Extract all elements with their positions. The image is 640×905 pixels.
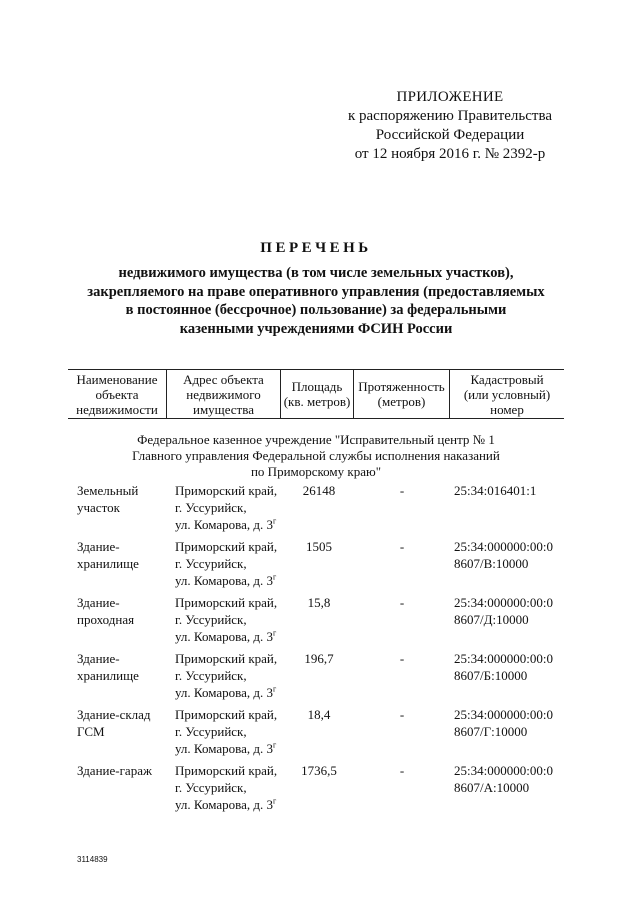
- property-length: -: [399, 595, 405, 610]
- header-cadastral: [450, 373, 564, 415]
- property-area: 15,8: [307, 595, 331, 610]
- table-row: [0, 482, 640, 538]
- property-length: -: [399, 707, 405, 722]
- header-name-line: недвижимости: [76, 401, 158, 417]
- property-name: Земельный участок: [77, 483, 139, 515]
- property-address: Приморский край, г. Уссурийск, ул. Комарова, д. $3^г$: [175, 595, 278, 644]
- property-name: Здание- хранилище: [77, 539, 139, 571]
- organization-line: Главного управления Федеральной службы исполнения наказаний: [132, 448, 500, 463]
- property-length: -: [399, 763, 405, 778]
- header-cadastral-line: Кадастровый: [470, 371, 544, 387]
- property-length: -: [399, 651, 405, 666]
- subtitle-line: в постоянное (бессрочное) пользование) за федеральными: [125, 302, 507, 318]
- table-row: [0, 706, 640, 762]
- appendix-heading: ПРИЛОЖЕНИЕ: [396, 89, 504, 105]
- property-length: -: [399, 483, 405, 498]
- property-area: 196,7: [304, 651, 334, 666]
- table-row: [0, 650, 640, 706]
- appendix-line-3: от 12 ноября 2016 г. № 2392-р: [354, 146, 546, 162]
- property-area: 26148: [302, 483, 336, 498]
- header-length: [354, 373, 449, 415]
- appendix-line-1: к распоряжению Правительства: [347, 108, 552, 124]
- property-length: -: [399, 539, 405, 554]
- appendix-line-2: Российской Федерации: [375, 127, 525, 143]
- property-address: Приморский край, г. Уссурийск, ул. Комарова, д. $3^г$: [175, 483, 278, 532]
- header-address-line: имущества: [193, 401, 254, 417]
- subtitle-line: закрепляемого на праве оперативного управления (предоставляемых: [87, 283, 545, 300]
- property-cadastral-number: 25:34:016401:1: [454, 483, 537, 498]
- table-row: [0, 762, 640, 818]
- header-address-line: Адрес объекта: [183, 371, 264, 387]
- appendix-block: [330, 88, 570, 164]
- property-address: Приморский край, г. Уссурийск, ул. Комарова, д. $3^г$: [175, 539, 278, 588]
- property-cadastral-number: 25:34:000000:00:0 8607/Б:10000: [454, 651, 553, 683]
- property-area: 1505: [306, 539, 332, 554]
- header-area-line: (кв. метров): [283, 394, 351, 409]
- header-length-line: (метров): [377, 394, 426, 409]
- property-address: Приморский край, г. Уссурийск, ул. Комарова, д. $3^г$: [175, 651, 278, 700]
- organization-line: Федеральное казенное учреждение "Исправительный центр № 1: [137, 432, 495, 447]
- property-name: Здание- хранилище: [77, 651, 139, 683]
- subtitle-line: казенными учреждениями ФСИН России: [179, 320, 453, 337]
- property-area: 18,4: [307, 707, 331, 722]
- property-name: Здание-гараж: [77, 763, 152, 778]
- organization-line: по Приморскому краю": [250, 464, 382, 479]
- property-cadastral-number: 25:34:000000:00:0 8607/А:10000: [454, 763, 553, 795]
- property-name: Здание-склад ГСМ: [77, 707, 151, 739]
- header-cadastral-line: номер: [490, 401, 524, 417]
- property-address: Приморский край, г. Уссурийск, ул. Комарова, д. $3^г$: [175, 707, 278, 756]
- property-table-body: [0, 482, 640, 818]
- property-cadastral-number: 25:34:000000:00:0 8607/В:10000: [454, 539, 553, 571]
- header-address: [167, 373, 280, 415]
- header-name: [68, 373, 166, 415]
- subtitle-line: недвижимого имущества (в том числе земельных участков),: [118, 265, 514, 281]
- document-code: 3114839: [77, 855, 108, 864]
- header-name-line: объекта: [95, 386, 139, 402]
- property-cadastral-number: 25:34:000000:00:0 8607/Д:10000: [454, 595, 553, 627]
- header-area-line: Площадь: [291, 379, 343, 394]
- table-row: [0, 538, 640, 594]
- property-cadastral-number: 25:34:000000:00:0 8607/Г:10000: [454, 707, 553, 739]
- document-subtitle: [0, 264, 632, 338]
- property-area: 1736,5: [301, 763, 337, 778]
- property-name: Здание- проходная: [77, 595, 135, 627]
- table-header: [68, 369, 564, 419]
- document-title: ПЕРЕЧЕНЬ: [260, 240, 372, 256]
- header-name-line: Наименование: [76, 371, 158, 387]
- header-cadastral-line: (или условный): [463, 386, 551, 402]
- property-address: Приморский край, г. Уссурийск, ул. Комарова, д. $3^г$: [175, 763, 278, 812]
- header-area: [281, 373, 353, 415]
- header-length-line: Протяженность: [358, 379, 445, 394]
- header-address-line: недвижимого: [186, 386, 261, 402]
- table-row: [0, 594, 640, 650]
- organization-name: [0, 432, 632, 480]
